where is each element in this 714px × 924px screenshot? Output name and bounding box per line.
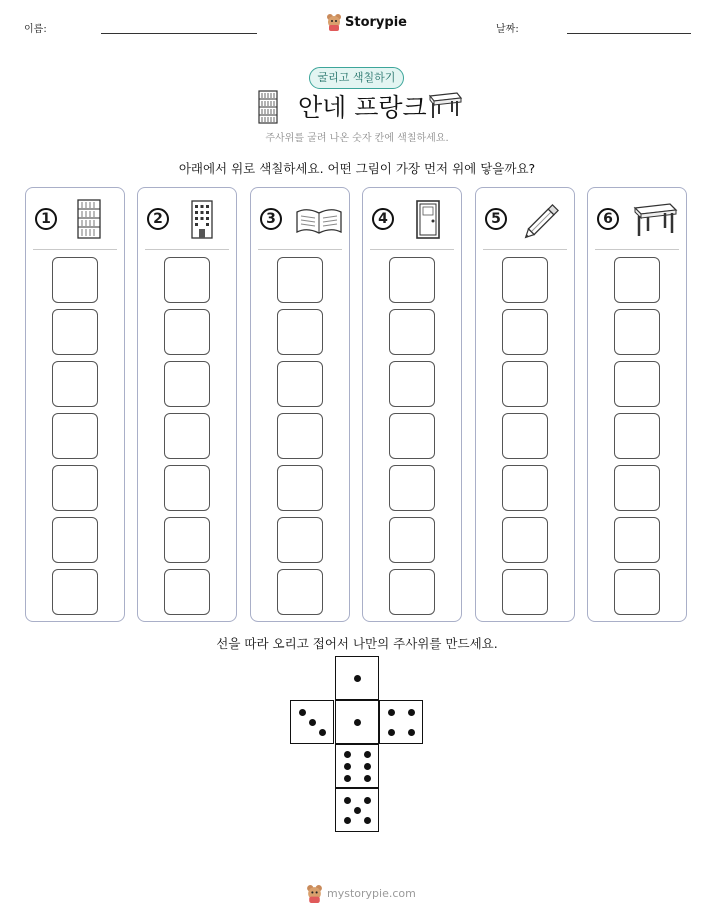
name-label: 이름:	[24, 24, 47, 35]
die-face-2	[290, 700, 334, 744]
storypie-logo	[326, 13, 407, 31]
die-pip	[299, 709, 306, 716]
color-cell[interactable]	[502, 517, 548, 563]
die-instruction: 선을 따라 오리고 접어서 나만의 주사위를 만드세요.	[216, 636, 498, 651]
color-cell[interactable]	[502, 257, 548, 303]
column-divider	[33, 249, 117, 250]
die-face-5	[335, 744, 379, 788]
color-cell[interactable]	[164, 309, 210, 355]
color-cell[interactable]	[389, 569, 435, 615]
date-label: 날짜:	[496, 24, 519, 35]
column-divider	[258, 249, 342, 250]
page-subtitle: 주사위를 굴려 나온 숫자 칸에 색칠하세요.	[265, 133, 449, 144]
color-cell[interactable]	[614, 361, 660, 407]
color-cell[interactable]	[277, 569, 323, 615]
color-cell[interactable]	[614, 257, 660, 303]
color-cell[interactable]	[502, 309, 548, 355]
activity-badge: 굴리고 색칠하기	[309, 67, 404, 89]
color-cell[interactable]	[614, 309, 660, 355]
color-cell[interactable]	[614, 517, 660, 563]
column-divider	[145, 249, 229, 250]
color-cell[interactable]	[614, 569, 660, 615]
color-cell[interactable]	[164, 569, 210, 615]
column-6	[587, 187, 687, 622]
die-pip	[364, 797, 371, 804]
die-pip	[344, 797, 351, 804]
color-cell[interactable]	[277, 465, 323, 511]
color-cell[interactable]	[52, 257, 98, 303]
date-line	[567, 33, 691, 34]
color-cell[interactable]	[614, 413, 660, 459]
column-number: 6	[597, 208, 619, 230]
column-number: 1	[35, 208, 57, 230]
page-title: 안네 프랑크	[298, 93, 427, 122]
bookshelf-title-icon	[258, 90, 278, 124]
color-cell[interactable]	[164, 465, 210, 511]
die-face-1	[335, 656, 379, 700]
color-cell[interactable]	[164, 257, 210, 303]
die-pip	[364, 775, 371, 782]
color-cell[interactable]	[164, 361, 210, 407]
color-cell[interactable]	[164, 413, 210, 459]
die-pip	[408, 709, 415, 716]
color-cell[interactable]	[52, 309, 98, 355]
name-line	[101, 33, 257, 34]
column-5	[475, 187, 575, 622]
die-pip	[408, 729, 415, 736]
color-cell[interactable]	[389, 465, 435, 511]
die-pip	[354, 719, 361, 726]
column-2	[137, 187, 237, 622]
color-cell[interactable]	[389, 361, 435, 407]
color-cell[interactable]	[389, 413, 435, 459]
color-cell[interactable]	[502, 465, 548, 511]
column-1	[25, 187, 125, 622]
pencil-icon	[520, 198, 568, 240]
color-cell[interactable]	[52, 361, 98, 407]
color-cell[interactable]	[52, 413, 98, 459]
door-icon	[407, 198, 455, 240]
column-number: 3	[260, 208, 282, 230]
color-cell[interactable]	[389, 257, 435, 303]
die-face-3	[335, 700, 379, 744]
column-number: 4	[372, 208, 394, 230]
die-pip	[319, 729, 326, 736]
footer	[306, 884, 416, 903]
die-pip	[309, 719, 316, 726]
bookshelf-icon	[70, 198, 118, 240]
color-cell[interactable]	[164, 517, 210, 563]
color-cell[interactable]	[277, 413, 323, 459]
column-divider	[483, 249, 567, 250]
die-face-4	[379, 700, 423, 744]
color-cell[interactable]	[389, 517, 435, 563]
die-pip	[354, 807, 361, 814]
die-pip	[388, 729, 395, 736]
color-cell[interactable]	[52, 517, 98, 563]
die-pip	[388, 709, 395, 716]
color-cell[interactable]	[52, 465, 98, 511]
column-4	[362, 187, 462, 622]
color-cell[interactable]	[502, 569, 548, 615]
column-divider	[595, 249, 679, 250]
color-cell[interactable]	[389, 309, 435, 355]
building-icon	[182, 198, 230, 240]
die-pip	[344, 751, 351, 758]
die-pip	[344, 817, 351, 824]
bear-footer-icon	[306, 884, 323, 903]
die-face-6	[335, 788, 379, 832]
logo-text: Storypie	[345, 14, 407, 30]
die-pip	[344, 775, 351, 782]
color-cell[interactable]	[614, 465, 660, 511]
footer-url: mystorypie.com	[327, 887, 416, 900]
color-cell[interactable]	[277, 517, 323, 563]
stool-title-icon	[427, 90, 463, 120]
open-book-icon	[295, 198, 343, 240]
bear-logo-icon	[326, 13, 342, 31]
stool-icon	[632, 198, 680, 240]
die-pip	[364, 817, 371, 824]
color-cell[interactable]	[502, 413, 548, 459]
die-pip	[364, 751, 371, 758]
color-cell[interactable]	[277, 309, 323, 355]
color-cell[interactable]	[277, 361, 323, 407]
die-pip	[364, 763, 371, 770]
die-pip	[354, 675, 361, 682]
column-number: 2	[147, 208, 169, 230]
column-3	[250, 187, 350, 622]
die-pip	[344, 763, 351, 770]
color-cell[interactable]	[502, 361, 548, 407]
color-cell[interactable]	[277, 257, 323, 303]
column-divider	[370, 249, 454, 250]
column-number: 5	[485, 208, 507, 230]
color-cell[interactable]	[52, 569, 98, 615]
coloring-instruction: 아래에서 위로 색칠하세요. 어떤 그림이 가장 먼저 위에 닿을까요?	[178, 161, 536, 176]
